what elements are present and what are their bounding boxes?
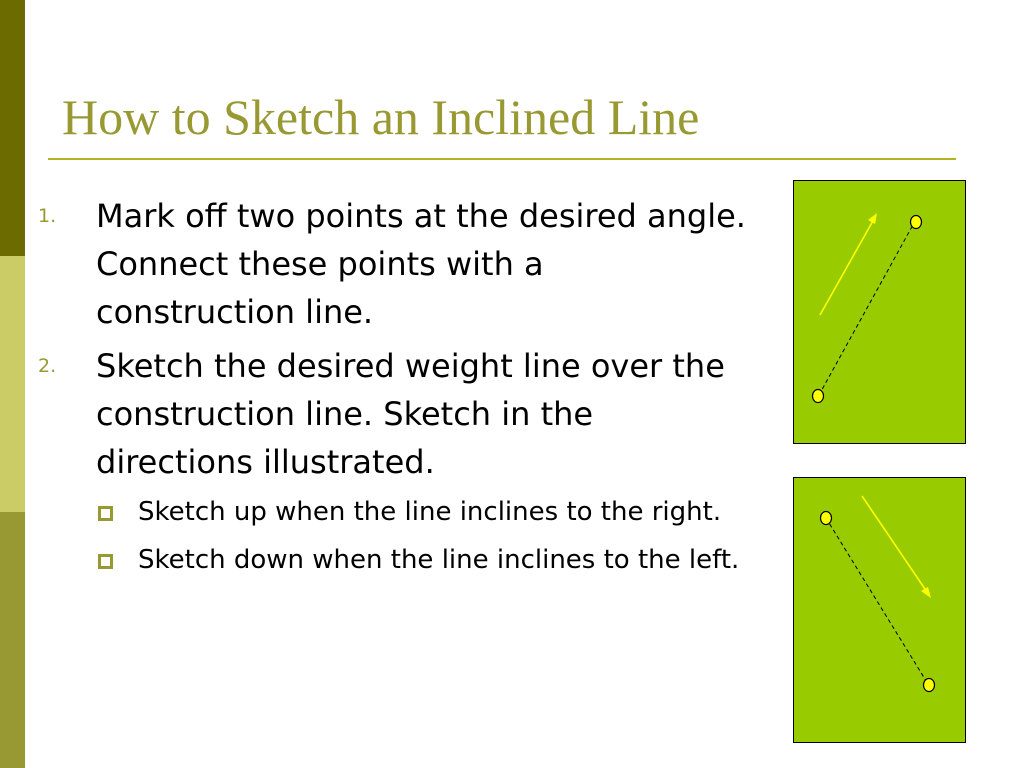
title-divider (48, 158, 956, 160)
slide-title: How to Sketch an Inclined Line (62, 89, 700, 145)
sidebar-stripe-light (0, 256, 25, 512)
sub-bullet-text: Sketch up when the line inclines to the right. (138, 497, 722, 527)
sidebar-stripe-mid (0, 512, 25, 768)
endpoint-marker-bottom (924, 679, 935, 692)
sidebar-stripe-dark (0, 0, 25, 256)
incline-right-figure (793, 180, 966, 444)
sub-bullet-2 (32, 540, 752, 580)
sketch-direction-arrow (820, 219, 874, 315)
arrow-head-icon (921, 587, 931, 598)
slide-content (32, 192, 752, 588)
step-text: Sketch the desired weight line over the construction line. Sketch in the directions illustrated. (96, 347, 725, 481)
incline-left-figure (793, 477, 966, 743)
endpoint-marker-top (821, 512, 832, 525)
step-2 (32, 342, 752, 486)
step-number: 1. (38, 205, 57, 227)
arrow-head-icon (868, 213, 877, 224)
endpoint-marker-bottom (813, 390, 824, 403)
square-bullet-icon (98, 506, 113, 521)
sub-bullet-1 (32, 492, 752, 532)
endpoint-marker-top (911, 216, 922, 229)
sketch-direction-arrow (862, 496, 927, 592)
square-bullet-icon (98, 554, 113, 569)
step-number: 2. (38, 355, 57, 377)
construction-line (826, 518, 928, 684)
construction-line (819, 223, 914, 395)
step-1 (32, 192, 752, 336)
step-text: Mark off two points at the desired angle. Connect these points with a construction line. (96, 197, 746, 331)
sub-bullet-text: Sketch down when the line inclines to the left. (138, 545, 740, 575)
